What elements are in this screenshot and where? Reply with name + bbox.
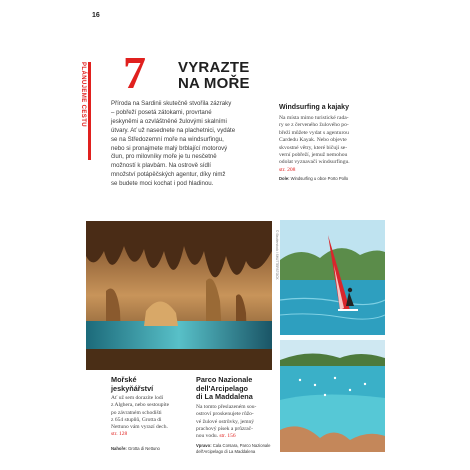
windsurf-line: ry se z červeného žulového po- xyxy=(279,122,349,129)
intro-line: se budete moci kochat i pod hladinou. xyxy=(111,180,214,188)
maddalena-caption xyxy=(196,443,271,454)
title-line: VYRAZTE xyxy=(178,59,250,76)
section-side-label xyxy=(77,62,87,160)
side-label-text: PLÁNUJEME CESTU xyxy=(80,62,86,128)
maddalena-line: Na tomto přeslazeném sou- xyxy=(196,404,257,410)
grotto-line: Nettuno vám vyrazí dech. xyxy=(111,424,168,431)
page-number: 16 xyxy=(92,12,100,19)
maddalena-title-line: di La Maddalena xyxy=(196,392,253,401)
grotto-photo xyxy=(86,221,272,370)
photo-credit xyxy=(274,230,279,300)
accent-bar xyxy=(88,62,91,160)
intro-line: možností k plavbám. Na ostrově sídlí xyxy=(111,162,211,170)
maddalena-title-line: Parco Nazionale xyxy=(196,375,253,384)
title-line: NA MOŘE xyxy=(178,75,250,92)
maddalena-title-line: dell'Arcipelago xyxy=(196,383,249,393)
caption-label: Dole: xyxy=(279,176,290,181)
caption-text: Cala Corsara, Parco Nazionale xyxy=(212,443,271,448)
intro-line: Příroda na Sardinii skutečně stvořila zázraky xyxy=(111,100,232,107)
windsurf-text xyxy=(279,115,371,174)
intro-line: množství potápěčských agentur, díky nimž xyxy=(111,171,226,179)
maddalena-line: prachový písek a průzrač- xyxy=(196,425,253,432)
grotto-heading xyxy=(111,376,153,393)
intro-line: člun, pro milovníky moře je tu nesčetně xyxy=(111,153,217,161)
maddalena-text xyxy=(196,404,256,440)
cave-image xyxy=(86,221,272,370)
grotto-text xyxy=(111,395,169,439)
maddalena-photo xyxy=(280,340,385,452)
grotto-line: z Alghera, nebo sestoupíte xyxy=(111,402,170,409)
photo-credit-text: © Shutterstock / SHUTTERSTOCK xyxy=(275,230,279,280)
caption-label: Vpravo: xyxy=(196,443,212,448)
windsurf-line: Cardedu Kayak. Nebo objevte xyxy=(279,137,347,144)
windsurf-line: Na místa mimo turistické rada- xyxy=(279,115,349,121)
intro-line: jeskyněmi a ozvláštněné žulovými skalními xyxy=(111,117,227,125)
caption-text: dell'Arcipelago di La Maddalena xyxy=(196,448,256,454)
intro-line: útvary. Ať už nasednete na plachetnici, vydáte xyxy=(111,126,236,134)
section-number: 7 xyxy=(123,47,146,98)
section-title xyxy=(178,60,278,92)
grotto-title-line: jeskyňářství xyxy=(111,383,154,393)
caption-text: Windsurfing u obce Porto Pollo xyxy=(290,176,349,181)
grotto-line: Ať už sem dorazíte lodí xyxy=(111,395,164,401)
caption-text: Grotta di Nettuno xyxy=(128,446,160,451)
grotto-page-ref[interactable]: str. 128 xyxy=(111,431,128,438)
grotto-caption xyxy=(111,446,160,451)
intro-paragraph xyxy=(111,100,267,189)
maddalena-line: vé žulové ostrůvky, jemný xyxy=(196,418,254,425)
windsurf-line: verní pobřeží, jemuž nemohou xyxy=(279,152,348,159)
caption-label: Nahoře: xyxy=(111,446,127,451)
maddalena-line: ostroví proskenujete růžo- xyxy=(196,411,254,418)
windsurf-page-ref[interactable]: str. 208 xyxy=(279,166,296,173)
intro-line: nebo si pronajmete malý brblající motorový xyxy=(111,144,228,152)
intro-line: – pobřeží posetá zátokami, provrtané xyxy=(111,108,212,116)
intro-line: se na Středozemní moře na windsurfingu, xyxy=(111,135,224,143)
maddalena-page-ref[interactable]: str. 156 xyxy=(219,433,236,440)
windsurf-line: skvostné větry, které bičují se- xyxy=(279,144,348,151)
grotto-title-line: Mořské xyxy=(111,375,137,384)
bay-image xyxy=(280,340,385,452)
maddalena-line: nou vodu. xyxy=(196,433,218,440)
maddalena-heading xyxy=(196,376,253,402)
grotto-line: po závratném schodišti xyxy=(111,409,162,416)
windsurf-line: břeží můžete vydat s agenturou xyxy=(279,129,349,136)
grotto-line: z 654 stupňů, Grotta di xyxy=(111,416,162,423)
windsurf-caption xyxy=(279,176,348,181)
windsurf-line: odolat vyznavači windsurfingu. xyxy=(279,159,350,166)
windsurf-photo xyxy=(280,220,385,335)
windsurf-image xyxy=(280,220,385,335)
windsurf-heading: Windsurfing a kajaky xyxy=(279,104,349,111)
